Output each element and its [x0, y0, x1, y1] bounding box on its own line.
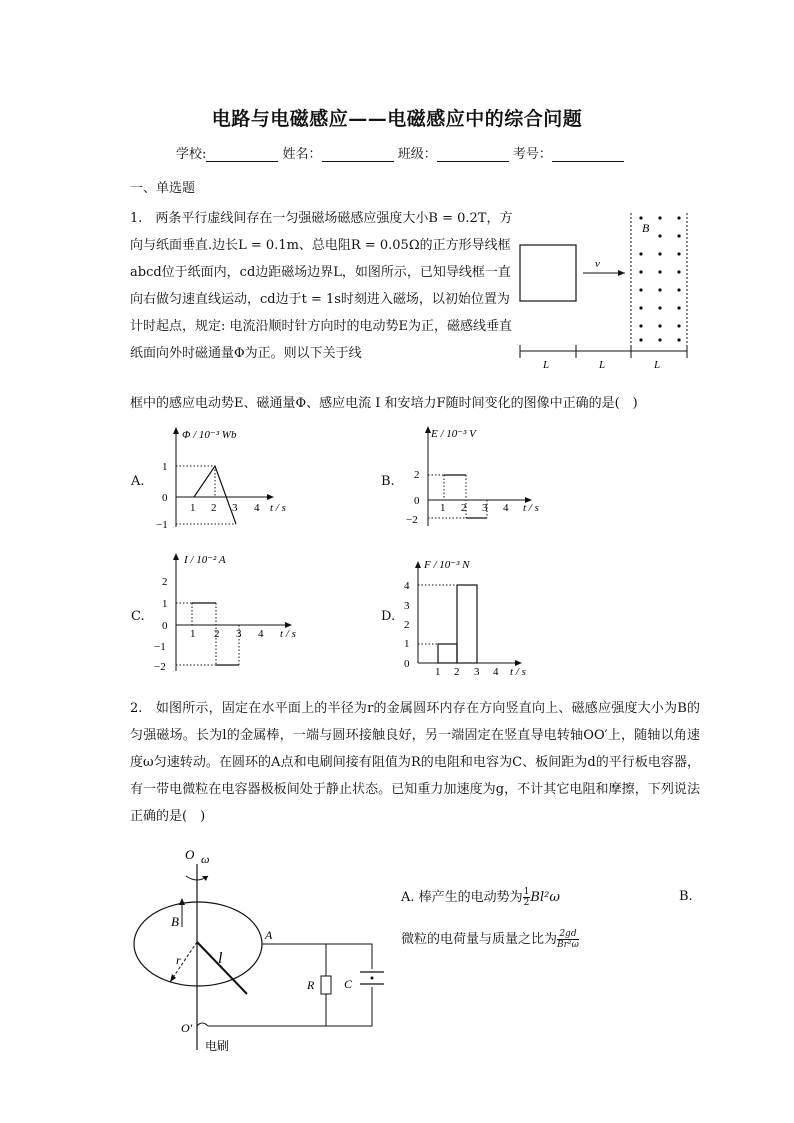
q1-option-a-graph	[152, 425, 302, 535]
label-C: C	[344, 977, 353, 991]
class-label: 班级：	[397, 147, 437, 162]
charged-particle	[371, 977, 374, 980]
q2-option-a[interactable]	[401, 886, 560, 908]
q1-stem: 1. 两条平行虚线间存在一匀强磁场磁感应强度大小B = 0.2T，方向与纸面垂直.边长L = 0.1m、总电阻R = 0.05Ω的正方形导线框abcd位于纸面内，cd边距磁场边界L，如图所示，已知导线框一直向右做匀速直线运动，cd边于t = 1s时刻进入磁场，以初始位置为计时起点，规定: 电流沿顺时针方向时的电动势E为正，磁感线垂直纸面向外时磁通量Φ为正。则以下关于线	[130, 211, 513, 361]
d-force-step-2	[457, 585, 477, 663]
c-xtick-2: 2	[214, 628, 220, 640]
velocity-label: v	[595, 258, 600, 270]
label-R: R	[307, 978, 315, 992]
q2-option-b-fraction: $\frac{2gd}{\text{Br²ω}}$	[557, 929, 579, 950]
b-xtick-2: 2	[461, 502, 467, 514]
name-blank[interactable]	[322, 147, 394, 162]
q2-option-b[interactable]	[401, 928, 579, 950]
b-xtick-4: 4	[503, 502, 509, 514]
number-label: 考号：	[512, 147, 552, 162]
school-blank[interactable]	[206, 147, 278, 162]
a-xlabel: t / s	[270, 502, 286, 514]
c-ytick-2: 2	[162, 576, 168, 588]
a-ytick-neg1: −1	[156, 519, 168, 531]
a-xtick-1: 1	[190, 502, 196, 514]
label-omega: ω	[201, 852, 210, 866]
c-ytick-neg1: −1	[154, 641, 166, 653]
q1-loop-field-figure	[515, 208, 695, 368]
dim-label-1: L	[543, 359, 550, 368]
b-ytick-2: 2	[414, 469, 420, 481]
q1-stem-last-line: 框中的感应电动势E、磁通量Φ、感应电流 I 和安培力F随时间变化的图像中正确的是( )	[130, 396, 638, 411]
class-blank[interactable]	[437, 147, 509, 162]
label-B: B	[171, 914, 179, 929]
b-xtick-1: 1	[440, 502, 446, 514]
q2-rotating-rod-figure	[130, 842, 400, 1057]
a-xtick-3: 3	[232, 502, 238, 514]
q1-option-d-graph	[396, 553, 536, 675]
square-loop	[520, 245, 576, 301]
label-l: l	[218, 950, 223, 967]
c-xtick-1: 1	[190, 628, 196, 640]
d-ytick-3: 3	[404, 600, 410, 612]
a-xtick-2: 2	[211, 502, 217, 514]
q2-option-b-text: 微粒的电荷量与质量之比为	[401, 932, 558, 947]
label-r: r	[176, 953, 181, 967]
field-dots	[639, 216, 680, 341]
name-label: 姓名：	[282, 147, 322, 162]
c-ytick-neg2: −2	[154, 661, 166, 673]
d-ytick-1: 1	[404, 638, 410, 650]
section-heading: 一、单选题	[130, 181, 196, 196]
q2-option-a-text: A. 棒产生的电动势为	[401, 890, 523, 905]
radius-line	[170, 942, 197, 982]
q1-option-a-letter[interactable]: A.	[131, 474, 145, 489]
q2-option-a-formula: Bl²ω	[530, 890, 560, 905]
b-xtick-3: 3	[482, 502, 488, 514]
d-ytick-4: 4	[404, 580, 410, 592]
d-xtick-2: 2	[454, 666, 460, 675]
label-brush: 电刷	[205, 1039, 230, 1053]
q1-option-d-letter[interactable]: D.	[381, 609, 396, 624]
q2-option-a-fraction: $\frac{1}{2}$	[523, 887, 530, 908]
q1-option-b-graph	[396, 422, 556, 532]
c-ylabel: I / 10⁻² A	[184, 554, 226, 566]
a-xtick-4: 4	[254, 502, 260, 514]
number-blank[interactable]	[552, 147, 624, 162]
b-xlabel: t / s	[523, 502, 539, 514]
label-O: O	[185, 847, 195, 862]
b-ytick-neg2: −2	[406, 514, 418, 526]
dim-label-2: L	[599, 359, 606, 368]
b-ytick-0: 0	[414, 495, 420, 507]
page-title: 电路与电磁感应——电磁感应中的综合问题	[211, 108, 583, 130]
d-xtick-1: 1	[435, 666, 441, 675]
c-xtick-3: 3	[236, 628, 242, 640]
field-label: B	[642, 221, 650, 235]
q1-option-b-letter[interactable]: B.	[381, 474, 395, 489]
c-xtick-4: 4	[258, 628, 264, 640]
label-A: A	[265, 928, 273, 942]
school-label: 学校:	[176, 147, 207, 162]
q2-stem: 2. 如图所示，固定在水平面上的半径为r的金属圆环内存在方向竖直向上、磁感应强度大小为B的匀强磁场。长为l的金属棒，一端与圆环接触良好，另一端固定在竖直导电转轴OO′上，随轴以角速度ω匀速转动。在圆环的A点和电刷间接有阻值为R的电阻和电容为C、板间距为d的平行板电容器，有一带电微粒在电容器极板间处于静止状态。已知重力加速度为g，不计其它电阻和摩擦，下列说法正确的是( )	[130, 701, 700, 824]
d-force-step-1	[438, 644, 457, 663]
dim-label-3: L	[654, 359, 661, 368]
d-xtick-4: 4	[493, 666, 499, 675]
a-ytick-0: 0	[162, 492, 168, 504]
q1-option-c-graph	[140, 545, 300, 675]
b-ylabel: E / 10⁻³ V	[431, 428, 476, 440]
a-ylabel: Φ / 10⁻³ Wb	[182, 429, 237, 441]
student-info-line	[176, 143, 624, 162]
q1-option-c-letter[interactable]: C.	[131, 609, 145, 624]
d-ylabel: F / 10⁻³ N	[424, 559, 470, 571]
d-xlabel: t / s	[510, 666, 526, 675]
c-ytick-1: 1	[162, 598, 168, 610]
d-xtick-3: 3	[474, 666, 480, 675]
q2-option-b-letter[interactable]: B.	[679, 889, 693, 904]
label-O-prime: O′	[181, 1021, 193, 1035]
d-ytick-2: 2	[404, 619, 410, 631]
dimension-lines	[520, 345, 687, 358]
c-ytick-0: 0	[162, 620, 168, 632]
a-ytick-1: 1	[162, 461, 168, 473]
c-xlabel: t / s	[280, 628, 296, 640]
d-ytick-0: 0	[404, 658, 410, 670]
resistor	[321, 976, 331, 994]
